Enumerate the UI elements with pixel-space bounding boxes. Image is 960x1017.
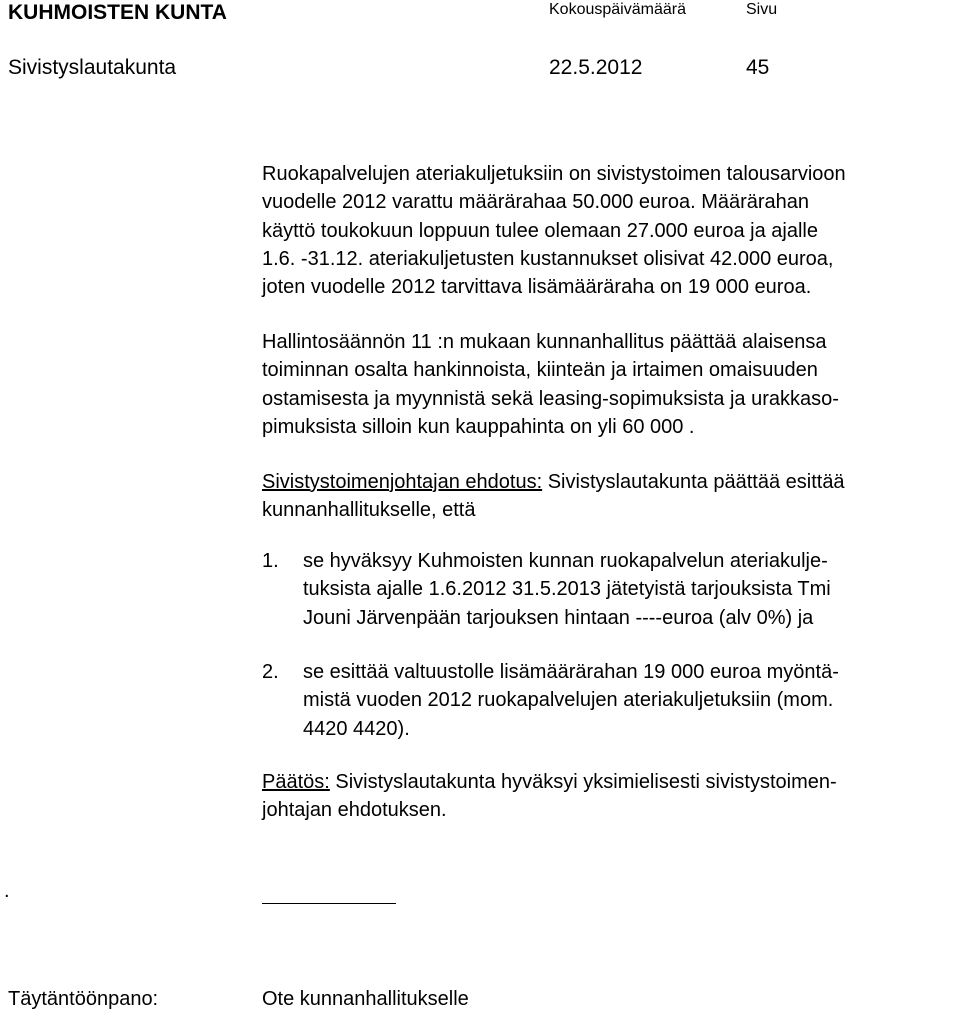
page-number: 45 xyxy=(746,56,770,79)
text-line: Hallintosäännön 11 :n mukaan kunnanhallitus päättää alaisensa xyxy=(262,331,827,353)
budget-paragraph xyxy=(262,160,846,301)
text-line: Ruokapalvelujen ateriakuljetuksiin on sivistystoimen talousarvioon xyxy=(262,163,846,185)
list-item xyxy=(303,547,831,632)
text-line: 1.6. -31.12. ateriakuljetusten kustannukset olisivat 42.000 euroa, xyxy=(262,247,834,270)
text-line: johtajan ehdotuksen. xyxy=(262,799,447,822)
text-line: 4420 4420). xyxy=(303,717,410,740)
text-line: käyttö toukokuun loppuun tulee olemaan 27.000 euroa ja ajalle xyxy=(262,219,818,242)
stray-dot: . xyxy=(4,880,10,902)
text-line: mistä vuoden 2012 ruokapalvelujen ateriakuljetuksiin (mom. xyxy=(303,689,834,712)
text-line: kunnanhallitukselle, että xyxy=(262,499,476,522)
page-label: Sivu xyxy=(746,1,778,18)
proposal-label: Sivistystoimenjohtajan ehdotus: xyxy=(262,471,543,493)
committee-name: Sivistyslautakunta xyxy=(8,56,177,79)
text-line: pimuksista silloin kun kauppahinta on yli 60 000 . xyxy=(262,415,695,438)
decision-paragraph xyxy=(262,768,837,825)
text-line: se esittää valtuustolle lisämäärärahan 19 000 euroa myöntä- xyxy=(303,661,839,683)
text-line: Jouni Järvenpään tarjouksen hintaan ----euroa (alv 0%) ja xyxy=(303,606,814,629)
list-number: 2. xyxy=(262,661,279,683)
text-line: toiminnan osalta hankinnoista, kiinteän ja irtaimen omaisuuden xyxy=(262,359,818,382)
regulation-paragraph xyxy=(262,328,839,441)
list-number: 1. xyxy=(262,550,279,572)
decision-label: Päätös: xyxy=(262,771,330,793)
organization-name: KUHMOISTEN KUNTA xyxy=(8,1,227,24)
text-line: se hyväksyy Kuhmoisten kunnan ruokapalvelun ateriakulje- xyxy=(303,550,828,572)
meeting-date: 22.5.2012 xyxy=(549,56,643,79)
date-label: Kokouspäivämäärä xyxy=(549,1,686,18)
proposal-text: Sivistyslautakunta päättää esittää xyxy=(542,471,845,493)
text-line: tuksista ajalle 1.6.2012 31.5.2013 jätetyistä tarjouksista Tmi xyxy=(303,578,831,601)
text-line: vuodelle 2012 varattu määrärahaa 50.000 euroa. Määrärahan xyxy=(262,191,810,214)
text-line: joten vuodelle 2012 tarvittava lisämääräraha on 19 000 euroa. xyxy=(262,276,812,299)
text-line: ostamisesta ja myynnistä sekä leasing-sopimuksista ja urakkaso- xyxy=(262,387,839,410)
signature-line xyxy=(262,903,396,904)
implementation-value: Ote kunnanhallitukselle xyxy=(262,988,469,1010)
decision-text: Sivistyslautakunta hyväksyi yksimielisesti sivistystoimen- xyxy=(329,771,837,793)
proposal-paragraph xyxy=(262,468,845,525)
list-item xyxy=(303,658,839,743)
implementation-label: Täytäntöönpano: xyxy=(8,988,159,1010)
